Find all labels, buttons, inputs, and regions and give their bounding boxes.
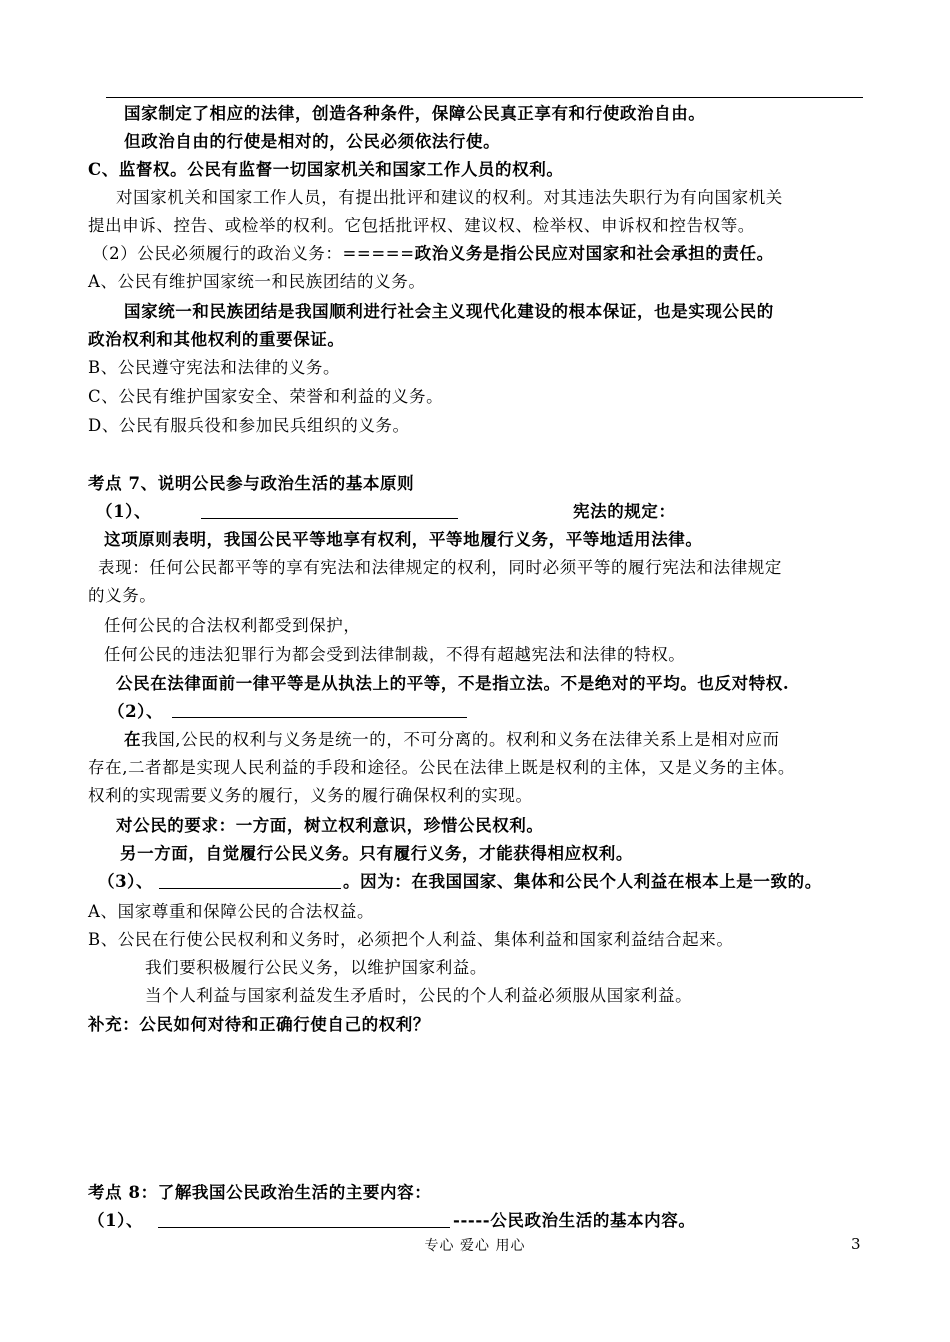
text-part-bold: （1）、 [96, 502, 152, 521]
text-line: 但政治自由的行使是相对的，公民必须依法行使。 [124, 132, 501, 151]
text-line: 对国家机关和国家工作人员，有提出批评和建议的权利。对其违法失职行为有向国家机关 [116, 188, 783, 207]
text-line: 提出申诉、控告、或检举的权利。它包括批评权、建议权、检举权、申诉权和控告权等。 [88, 216, 755, 235]
fill-in-blank[interactable] [159, 872, 341, 889]
text-part-bold: 。因为：在我国国家、集体和公民个人利益在根本上是一致的。 [343, 872, 822, 891]
text-line: 国家制定了相应的法律，创造各种条件，保障公民真正享有和行使政治自由。 [124, 104, 706, 123]
text-line: D、公民有服兵役和参加民兵组织的义务。 [88, 416, 410, 435]
section-heading: C、监督权。公民有监督一切国家机关和国家工作人员的权利。 [88, 160, 564, 179]
text-part-bold: -----公民政治生活的基本内容。 [453, 1211, 696, 1230]
text-part: （2）公民必须履行的政治义务：===== [92, 244, 415, 263]
text-line: 任何公民的违法犯罪行为都会受到法律制裁，不得有超越宪法和法律的特权。 [104, 645, 686, 664]
text-part: 我国,公民的权利与义务是统一的，不可分离的。权利和义务在法律关系上是相对应而 [141, 730, 780, 749]
text-line: 表现：任何公民都平等的享有宪法和法律规定的权利，同时必须平等的履行宪法和法律规定 [98, 558, 782, 577]
text-line: 的义务。 [88, 586, 157, 605]
text-line [124, 730, 780, 750]
text-part-bold: （2）、 [108, 702, 164, 721]
section-heading: 考点 8：了解我国公民政治生活的主要内容： [88, 1183, 432, 1202]
text-line: B、公民遵守宪法和法律的义务。 [88, 358, 341, 377]
text-line [92, 244, 774, 264]
section-heading: 补充：公民如何对待和正确行使自己的权利？ [88, 1015, 430, 1034]
text-line: 对公民的要求：一方面，树立权利意识，珍惜公民权利。 [116, 816, 544, 835]
text-line: B、公民在行使公民权利和义务时，必须把个人利益、集体利益和国家利益结合起来。 [88, 930, 734, 949]
text-line: 公民在法律面前一律平等是从执法上的平等，不是指立法。不是绝对的平均。也反对特权. [116, 674, 790, 693]
text-part-bold: 政治义务是指公民应对国家和社会承担的责任。 [414, 244, 774, 263]
text-part-bold: （3）、 [98, 872, 154, 891]
text-part-bold: 宪法的规定： [573, 502, 676, 521]
text-line: C、公民有维护国家安全、荣誉和利益的义务。 [88, 387, 444, 406]
text-line: 权利的实现需要义务的履行，义务的履行确保权利的实现。 [88, 786, 533, 805]
text-part-bold: 在 [124, 730, 142, 749]
section-heading: 考点 7、说明公民参与政治生活的基本原则 [88, 474, 415, 493]
text-part-bold: （1）、 [88, 1211, 144, 1230]
fill-in-blank[interactable] [201, 502, 458, 519]
text-line: 另一方面，自觉履行公民义务。只有履行义务，才能获得相应权利。 [120, 844, 633, 863]
footer-motto: 专心 爱心 用心 [424, 1238, 526, 1254]
fill-in-blank[interactable] [172, 701, 467, 718]
fill-in-blank[interactable] [158, 1211, 450, 1228]
text-line: 政治权利和其他权利的重要保证。 [88, 330, 345, 349]
text-line: 当个人利益与国家利益发生矛盾时，公民的个人利益必须服从国家利益。 [145, 986, 693, 1005]
text-line: 任何公民的合法权利都受到保护， [104, 616, 361, 635]
text-line: 这项原则表明，我国公民平等地享有权利，平等地履行义务，平等地适用法律。 [104, 530, 703, 549]
text-line: A、国家尊重和保障公民的合法权益。 [88, 902, 375, 921]
header-rule [106, 97, 863, 98]
text-line: 国家统一和民族团结是我国顺利进行社会主义现代化建设的根本保证，也是实现公民的 [124, 302, 774, 321]
text-line: A、公民有维护国家统一和民族团结的义务。 [88, 272, 426, 291]
text-line: 存在,二者都是实现人民利益的手段和途径。公民在法律上既是权利的主体，又是义务的主体。 [88, 758, 795, 777]
text-line: 我们要积极履行公民义务，以维护国家利益。 [145, 958, 487, 977]
page-number: 3 [851, 1235, 861, 1253]
